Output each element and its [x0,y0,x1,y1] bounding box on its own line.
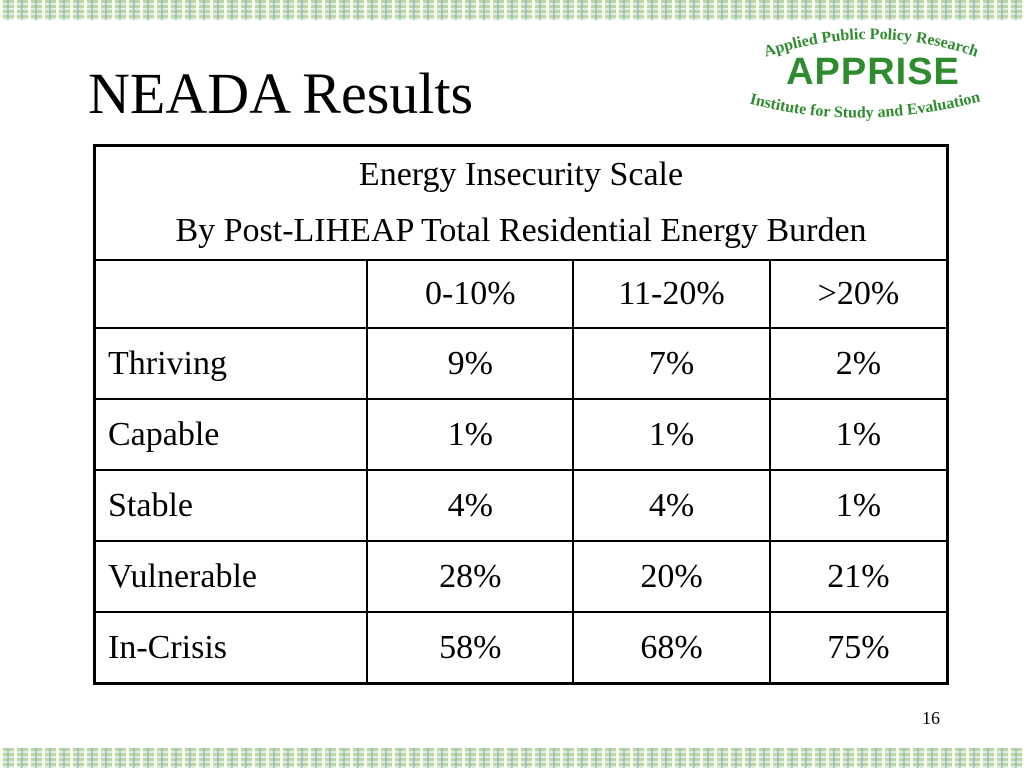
row-label: Stable [95,470,368,541]
table-header-line-2: By Post-LIHEAP Total Residential Energy Burden [175,212,867,249]
slide-title: NEADA Results [88,61,474,126]
table-cell: 4% [367,470,573,541]
table-cell: 68% [573,612,770,684]
table-cell: 20% [573,541,770,612]
table-cell: 2% [770,328,948,399]
row-label: Vulnerable [95,541,368,612]
table-cell: 7% [573,328,770,399]
svg-text:Institute for Study and Evalua [748,89,982,122]
table-cell: 1% [770,470,948,541]
column-header: 0-10% [367,260,573,328]
column-header: >20% [770,260,948,328]
decorative-bottom-band [0,748,1024,768]
table-cell: 75% [770,612,948,684]
table-row [95,470,948,541]
table-cell: 1% [770,399,948,470]
table-header [95,146,948,261]
corner-cell [95,260,368,328]
column-header-row [95,260,948,328]
table-header-line-1: Energy Insecurity Scale [358,156,684,193]
apprise-logo [738,24,1008,132]
table-row [95,328,948,399]
column-header: 11-20% [573,260,770,328]
table-row [95,612,948,684]
table-cell: 1% [367,399,573,470]
table-cell: 9% [367,328,573,399]
table-cell: 58% [367,612,573,684]
table-cell: 21% [770,541,948,612]
logo-bottom-text: Institute for Study and Evaluation [748,88,982,122]
logo-name: APPRISE [786,51,960,93]
logo-top-text: Applied Public Policy Research [761,25,981,61]
table-row [95,541,948,612]
decorative-top-band [0,0,1024,20]
table-header-row [95,146,948,261]
row-label: Thriving [95,328,368,399]
table-row [95,399,948,470]
table-cell: 1% [573,399,770,470]
row-label: In-Crisis [95,612,368,684]
row-label: Capable [95,399,368,470]
table-cell: 28% [367,541,573,612]
table-cell: 4% [573,470,770,541]
page-number: 16 [922,708,940,728]
results-table [93,144,949,685]
